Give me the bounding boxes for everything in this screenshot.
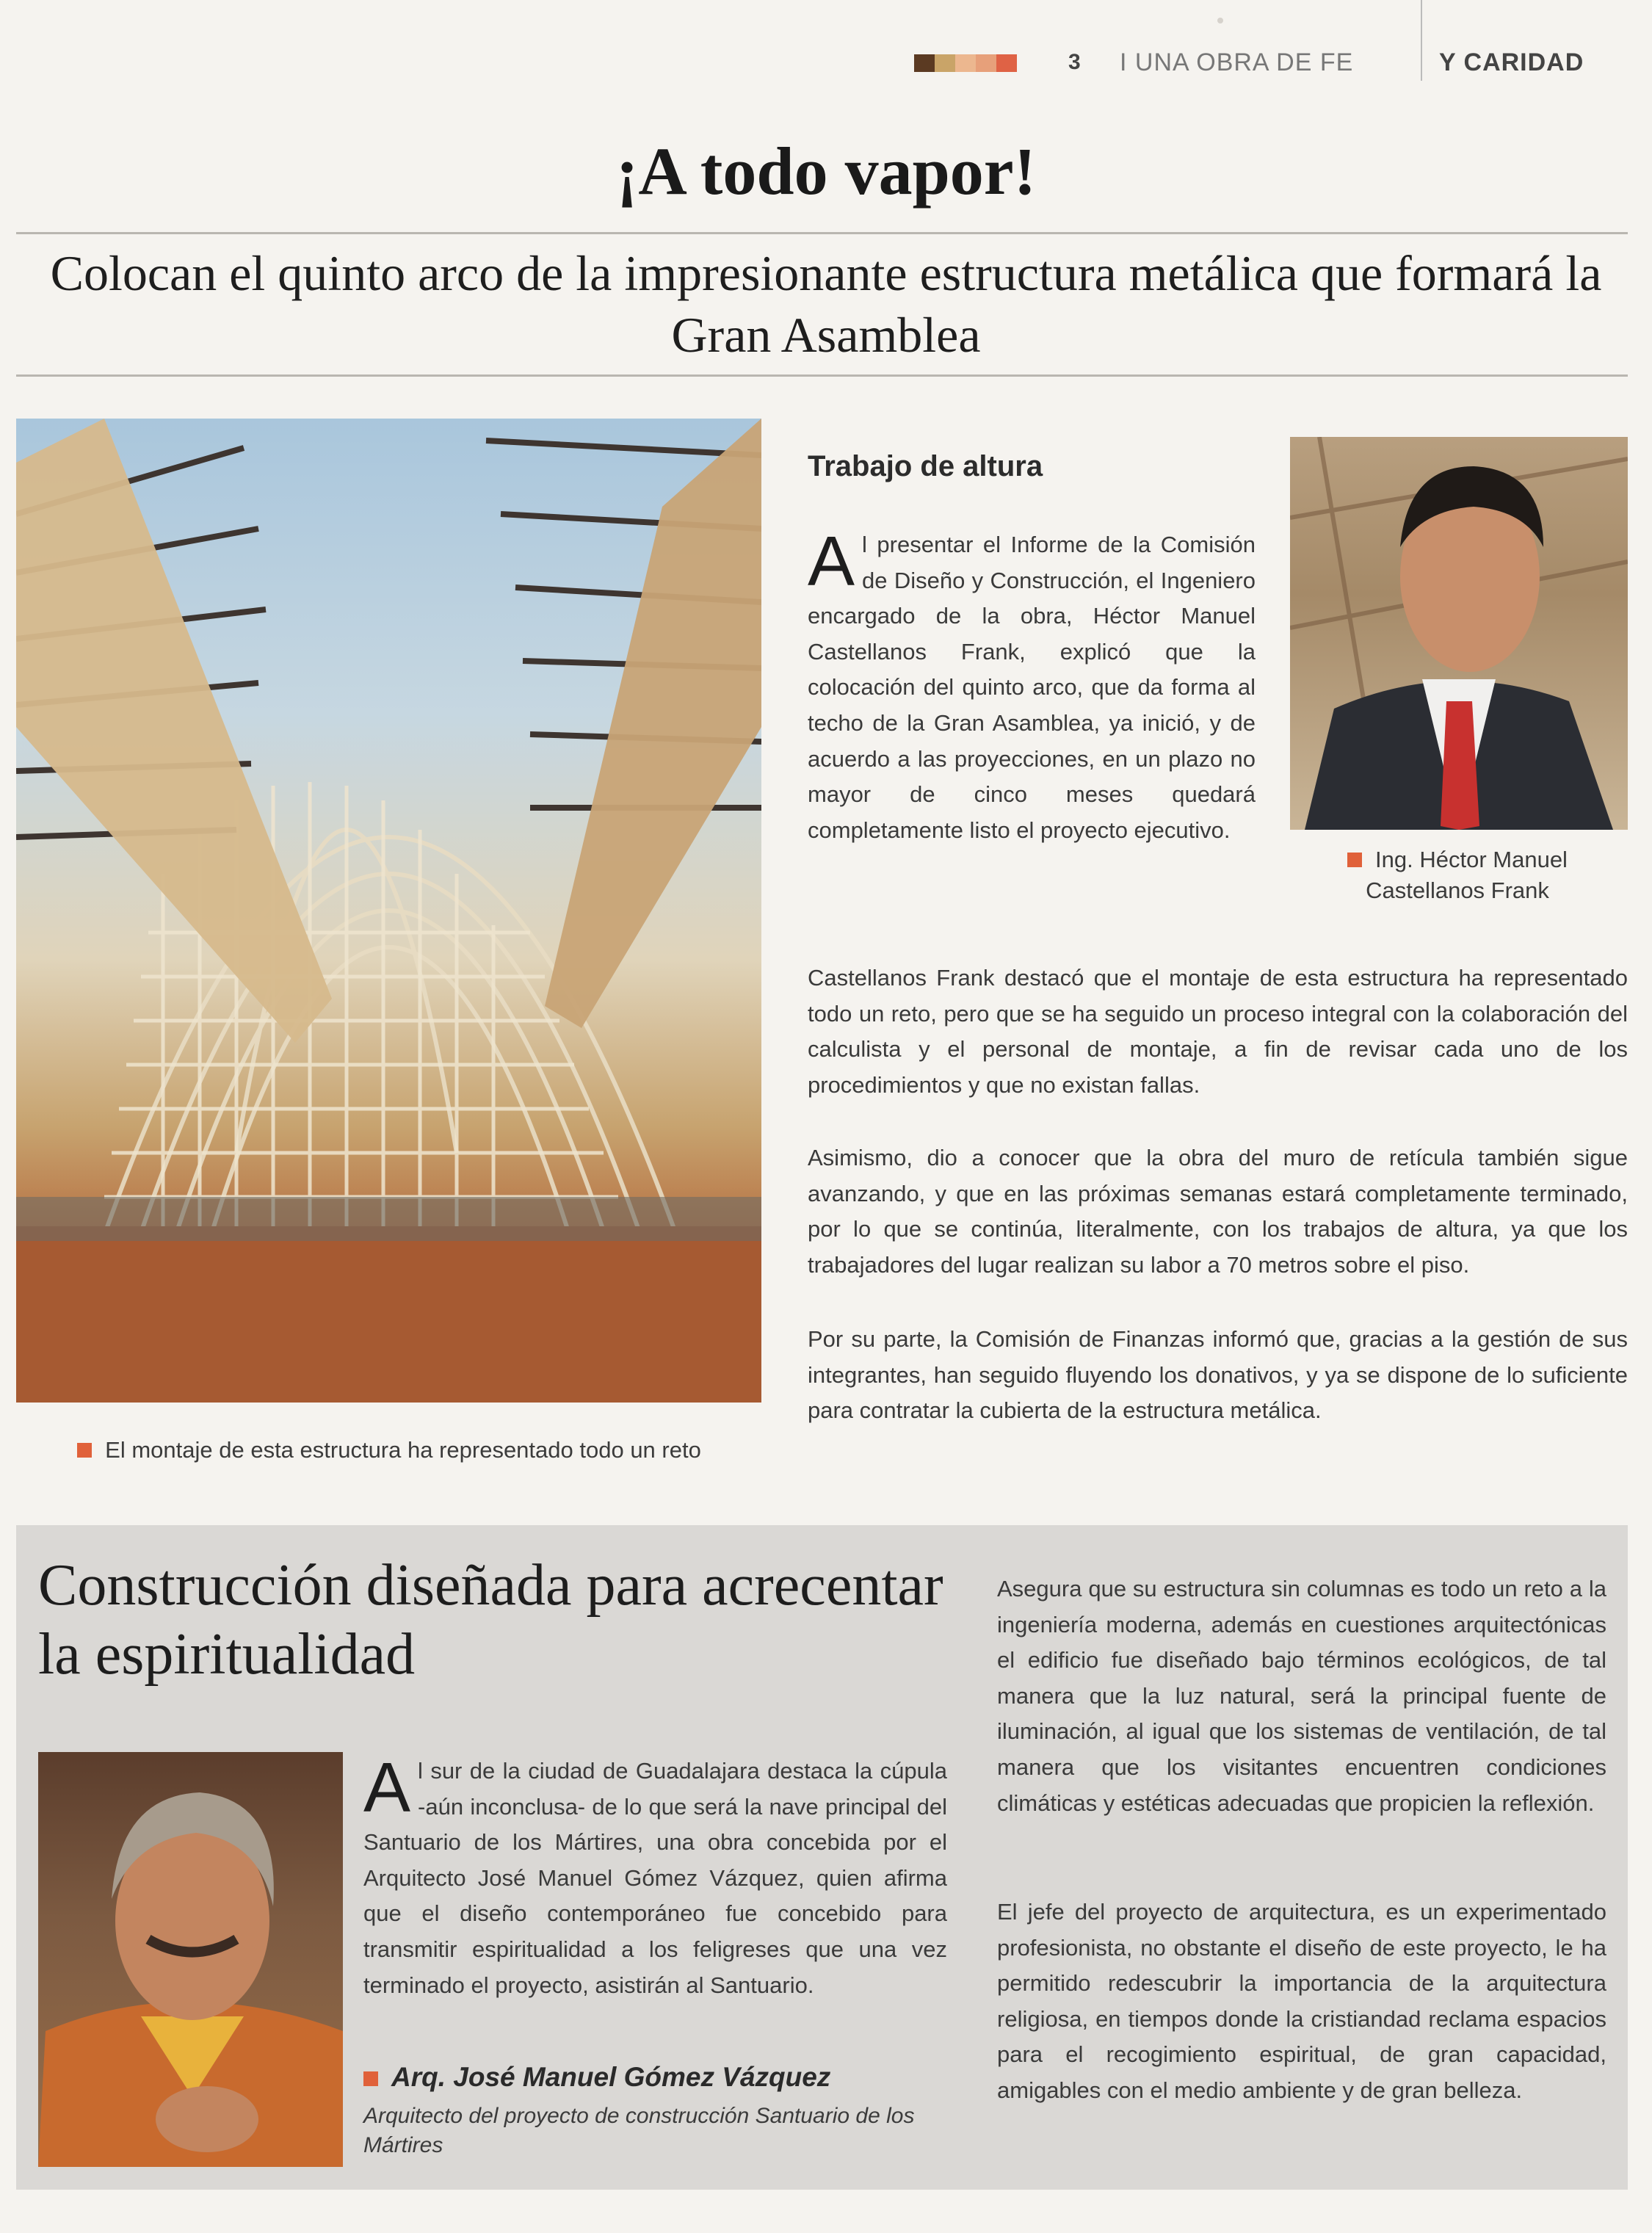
- color-swatch: [914, 54, 935, 72]
- structure-illustration: [16, 419, 761, 1403]
- color-swatch: [935, 54, 955, 72]
- article-paragraph-2: Castellanos Frank destacó que el montaje de esta estructura ha representado todo un reto, pero que se ha seguido un proceso integral con la colaboración del calculista y el personal de montaje, a fin de revisar cada uno de los procedimientos y que no existan fallas.: [808, 965, 1628, 1098]
- caption-bullet-icon: [77, 1443, 92, 1458]
- section-label: I UNA OBRA DE FE: [1120, 48, 1354, 76]
- lower-paragraph-1-text: l sur de la ciudad de Guadalajara destaca la cúpula -aún inconclusa- de lo que será la nave principal del Santuario de los Mártires, una obra concebida por el Arquitecto José Manuel Gómez Vázquez, quien afirma que el diseño contemporáneo fue concebido para transmitir espiritualidad a los feligreses que una vez terminado el proyecto, asistirán al Santuario.: [363, 1758, 947, 1998]
- divider: [16, 374, 1628, 377]
- subheadline: Colocan el quinto arco de la impresionante estructura metálica que formará la Gran Asamblea: [50, 245, 1602, 363]
- architect-illustration: [38, 1752, 343, 2167]
- color-swatch-bar: [914, 54, 1017, 72]
- dropcap: A: [363, 1748, 411, 1827]
- lower-right-paragraph-2: El jefe del proyecto de arquitectura, es un experimentado profesionista, no obstante el diseño de este proyecto, le ha permitido redescubrir la importancia de la arquitectura religiosa, en tiempos donde la cristiandad reclama espacios para el recogimiento espiritual, de gran capacidad, amigables con el medio ambiente y de gran belleza.: [997, 1899, 1606, 2103]
- color-swatch: [996, 54, 1017, 72]
- architect-role: Arquitecto del proyecto de construcción Santuario de los Mártires: [363, 2104, 915, 2157]
- headline: ¡A todo vapor!: [615, 134, 1037, 209]
- structure-photo: [16, 419, 761, 1403]
- lower-paragraph-1: [363, 1748, 947, 2003]
- structure-caption: [44, 1435, 734, 1466]
- decorative-dot: [1217, 18, 1223, 23]
- section-divider: [1421, 0, 1422, 81]
- article-subtitle: Trabajo de altura: [808, 450, 1043, 482]
- article-paragraph-1: [808, 522, 1256, 848]
- color-swatch: [976, 54, 996, 72]
- color-swatch: [955, 54, 976, 72]
- caption-bullet-icon: [1347, 853, 1362, 867]
- lower-right-paragraph-1: Asegura que su estructura sin columnas es todo un reto a la ingeniería moderna, además en cuestiones arquitectónicas el edificio fue diseñado bajo términos ecológicos, de tal manera que la luz natural, será la principal fuente de iluminación, al igual que los sistemas de ventilación, de tal manera que los visitantes encuentren condiciones climáticas y estéticas adecuadas que propicien la reflexión.: [997, 1576, 1606, 1816]
- architect-name: [363, 2062, 830, 2093]
- architect-photo: [38, 1752, 343, 2167]
- article-paragraph-4: Por su parte, la Comisión de Finanzas informó que, gracias a la gestión de sus integrantes, han seguido fluyendo los donativos, y ya se dispone de lo suficiente para contratar la cubierta de la estructura metálica.: [808, 1326, 1628, 1424]
- portrait-caption: [1303, 844, 1612, 906]
- structure-caption-text: El montaje de esta estructura ha representado todo un reto: [105, 1437, 701, 1463]
- section-label-bold: Y CARIDAD: [1439, 48, 1584, 76]
- caption-bullet-icon: [363, 2071, 378, 2086]
- engineer-portrait-illustration: [1290, 437, 1628, 830]
- lower-article-title: Construcción diseñada para acrecentar la espiritualidad: [38, 1553, 943, 1687]
- divider: [16, 232, 1628, 234]
- dropcap: A: [808, 522, 855, 601]
- article-paragraph-1-text: l presentar el Informe de la Comisión de Diseño y Construcción, el Ingeniero encargado de la obra, Héctor Manuel Castellanos Frank, explicó que la colocación del quinto arco, que da forma al techo de la Gran Asamblea, ya inició, y de acuerdo a las proyecciones, en un plazo no mayor de cinco meses quedará completamente listo el proyecto ejecutivo.: [808, 532, 1256, 843]
- page-number: 3: [1068, 50, 1081, 74]
- engineer-portrait-photo: [1290, 437, 1628, 830]
- article-paragraph-3: Asimismo, dio a conocer que la obra del muro de retícula también sigue avanzando, y que en las próximas semanas estará completamente terminado, por lo que se continúa, literalmente, con los trabajos de altura, ya que los trabajadores del lugar realizan su labor a 70 metros sobre el piso.: [808, 1145, 1628, 1278]
- portrait-caption-text: Ing. Héctor Manuel Castellanos Frank: [1366, 847, 1568, 903]
- architect-name-text: Arq. José Manuel Gómez Vázquez: [391, 2062, 831, 2092]
